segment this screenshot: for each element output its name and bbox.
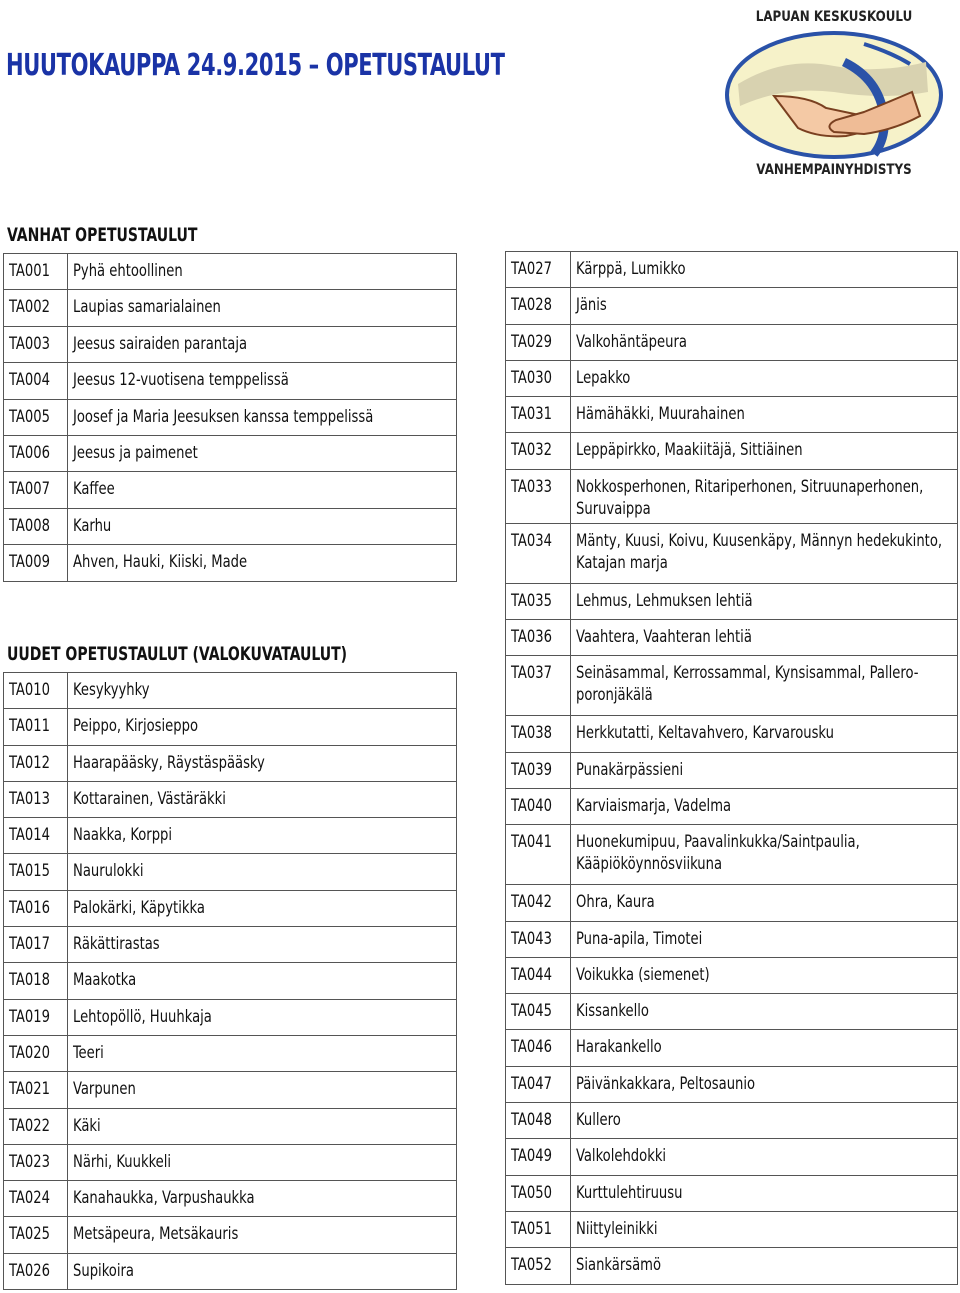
- item-code: [506, 752, 571, 788]
- item-name-text: Räkättirastas: [73, 934, 160, 955]
- item-name: [68, 999, 457, 1035]
- item-name: [571, 1139, 958, 1175]
- table-row: [506, 825, 958, 885]
- item-name-text: Jeesus sairaiden parantaja: [73, 333, 248, 354]
- item-code-text: TA032: [511, 440, 552, 461]
- table-row: [506, 397, 958, 433]
- item-name: [571, 433, 958, 469]
- item-name-text: Päivänkakkara, Peltosaunio: [576, 1073, 756, 1094]
- item-name-text: Jeesus 12-vuotisena temppelissä: [73, 370, 289, 391]
- item-code-text: TA046: [511, 1037, 552, 1058]
- item-code: [506, 885, 571, 921]
- item-code-text: TA025: [9, 1224, 50, 1245]
- item-name: [68, 890, 457, 926]
- item-name-text: Käki: [73, 1115, 101, 1136]
- item-name-text: Palokärki, Käpytikka: [73, 897, 205, 918]
- table-row: [506, 1175, 958, 1211]
- item-code: [4, 326, 68, 362]
- table-row: [506, 752, 958, 788]
- item-name: [571, 324, 958, 360]
- item-name: [68, 399, 457, 435]
- item-code: [506, 1248, 571, 1284]
- item-code: [506, 252, 571, 288]
- table-row: [506, 620, 958, 656]
- item-name-text: Voikukka (siemenet): [576, 964, 710, 985]
- item-name: [571, 469, 958, 523]
- item-code-text: TA040: [511, 795, 552, 816]
- item-code: [506, 397, 571, 433]
- table-row: [506, 1066, 958, 1102]
- old-section-heading: VANHAT OPETUSTAULUT: [7, 224, 198, 246]
- table-row: [506, 656, 958, 716]
- item-name-text: Kanahaukka, Varpushaukka: [73, 1188, 255, 1209]
- item-code: [4, 673, 68, 709]
- item-code-text: TA031: [511, 404, 552, 425]
- item-name: [571, 397, 958, 433]
- item-name-text: Kurttulehtiruusu: [576, 1182, 683, 1203]
- item-code: [506, 716, 571, 752]
- table-row: [506, 1030, 958, 1066]
- item-name: [68, 854, 457, 890]
- item-code: [506, 324, 571, 360]
- table-row: [506, 360, 958, 396]
- table-row: [506, 1139, 958, 1175]
- item-code-text: TA041: [511, 832, 552, 853]
- table-row: [4, 363, 457, 399]
- item-code: [506, 469, 571, 523]
- item-name: [571, 583, 958, 619]
- item-name: [571, 716, 958, 752]
- table-row: [506, 523, 958, 583]
- item-code: [506, 788, 571, 824]
- table-row: [506, 583, 958, 619]
- item-name: [571, 921, 958, 957]
- item-code-text: TA049: [511, 1146, 552, 1167]
- item-name-text: Supikoira: [73, 1260, 134, 1281]
- item-code: [4, 781, 68, 817]
- item-name-text: Ahven, Hauki, Kiiski, Made: [73, 552, 248, 573]
- item-name-text: Närhi, Kuukkeli: [73, 1151, 172, 1172]
- item-name-text: Niittyleinikki: [576, 1218, 658, 1239]
- item-code: [4, 709, 68, 745]
- table-row: [4, 999, 457, 1035]
- item-code: [506, 825, 571, 885]
- item-code-text: TA048: [511, 1110, 552, 1131]
- item-code: [4, 363, 68, 399]
- table-row: [506, 921, 958, 957]
- item-name: [571, 1103, 958, 1139]
- item-code: [506, 620, 571, 656]
- item-code-text: TA051: [511, 1218, 552, 1239]
- item-name: [68, 781, 457, 817]
- item-name-text: Valkolehdokki: [576, 1146, 667, 1167]
- item-code: [4, 1108, 68, 1144]
- item-code-text: TA018: [9, 970, 50, 991]
- item-name: [571, 957, 958, 993]
- table-row: [4, 854, 457, 890]
- item-name: [571, 1248, 958, 1284]
- table-row: [4, 963, 457, 999]
- item-name-text: Seinäsammal, Kerrossammal, Kynsisammal, Pallero-poronjäkälä: [576, 663, 919, 706]
- table-row: [506, 957, 958, 993]
- table-row: [506, 433, 958, 469]
- item-name: [68, 1072, 457, 1108]
- new-items-table: [3, 672, 457, 1290]
- item-name-text: Kottarainen, Västäräkki: [73, 788, 226, 809]
- item-name: [68, 508, 457, 544]
- item-code: [506, 360, 571, 396]
- item-name: [68, 673, 457, 709]
- item-name: [68, 1035, 457, 1071]
- item-code-text: TA052: [511, 1255, 552, 1276]
- item-code: [506, 994, 571, 1030]
- table-row: [4, 1108, 457, 1144]
- item-code: [4, 999, 68, 1035]
- item-code: [506, 1175, 571, 1211]
- item-code-text: TA016: [9, 897, 50, 918]
- table-row: [4, 1181, 457, 1217]
- item-code-text: TA047: [511, 1073, 552, 1094]
- item-code-text: TA026: [9, 1260, 50, 1281]
- item-name: [68, 927, 457, 963]
- item-code-text: TA036: [511, 627, 552, 648]
- item-name-text: Kissankello: [576, 1001, 649, 1022]
- item-code: [4, 1144, 68, 1180]
- item-code-text: TA002: [9, 297, 50, 318]
- item-code: [506, 1211, 571, 1247]
- item-code-text: TA030: [511, 367, 552, 388]
- item-name: [571, 523, 958, 583]
- item-name: [571, 656, 958, 716]
- item-name-text: Huonekumipuu, Paavalinkukka/Saintpaulia, Kääpiököynnösviikuna: [576, 832, 860, 875]
- item-name: [68, 1181, 457, 1217]
- item-name: [571, 788, 958, 824]
- item-code: [506, 1103, 571, 1139]
- item-code: [4, 1035, 68, 1071]
- item-name-text: Karhu: [73, 515, 112, 536]
- item-code: [4, 545, 68, 581]
- item-code-text: TA011: [9, 716, 50, 737]
- table-row: [4, 709, 457, 745]
- item-name-text: Jeesus ja paimenet: [73, 442, 198, 463]
- table-row: [506, 994, 958, 1030]
- item-code: [506, 433, 571, 469]
- item-code-text: TA015: [9, 861, 50, 882]
- item-name: [571, 1175, 958, 1211]
- item-code: [506, 1030, 571, 1066]
- item-code-text: TA022: [9, 1115, 50, 1136]
- item-code-text: TA023: [9, 1151, 50, 1172]
- item-code: [4, 745, 68, 781]
- page-title: HUUTOKAUPPA 24.9.2015 – OPETUSTAULUT: [6, 48, 505, 83]
- item-name: [68, 254, 457, 290]
- item-name-text: Mänty, Kuusi, Koivu, Kuusenkäpy, Männyn hedekukinto, Katajan marja: [576, 530, 943, 573]
- table-row: [506, 885, 958, 921]
- table-row: [4, 818, 457, 854]
- item-name-text: Teeri: [73, 1042, 104, 1063]
- item-code: [4, 435, 68, 471]
- item-name-text: Kaffee: [73, 479, 115, 500]
- item-code-text: TA001: [9, 261, 50, 281]
- item-code: [4, 290, 68, 326]
- table-row: [4, 1217, 457, 1253]
- item-name-text: Puna-apila, Timotei: [576, 928, 703, 949]
- item-name: [68, 545, 457, 581]
- item-name: [68, 435, 457, 471]
- table-row: [4, 472, 457, 508]
- item-code-text: TA013: [9, 788, 50, 809]
- item-code-text: TA044: [511, 964, 552, 985]
- item-name: [571, 360, 958, 396]
- item-code-text: TA035: [511, 590, 552, 611]
- item-name-text: Nokkosperhonen, Ritariperhonen, Sitruunaperhonen, Suruvaippa: [576, 476, 924, 519]
- item-code: [506, 523, 571, 583]
- school-association-logo: [714, 4, 954, 182]
- new-section-heading: UUDET OPETUSTAULUT (VALOKUVATAULUT): [7, 643, 348, 665]
- item-code-text: TA014: [9, 825, 50, 846]
- item-code: [4, 254, 68, 290]
- logo-bottom-text: VANHEMPAINYHDISTYS: [756, 162, 912, 179]
- item-code-text: TA043: [511, 928, 552, 949]
- item-code-text: TA021: [9, 1079, 50, 1100]
- old-items-table: [3, 253, 457, 582]
- table-row: [4, 290, 457, 326]
- item-code-text: TA012: [9, 752, 50, 773]
- item-code: [4, 854, 68, 890]
- item-name: [571, 825, 958, 885]
- item-code-text: TA006: [9, 442, 50, 463]
- table-row: [506, 788, 958, 824]
- item-name-text: Peippo, Kirjosieppo: [73, 716, 199, 737]
- table-row: [4, 1144, 457, 1180]
- item-name: [571, 1030, 958, 1066]
- item-code: [4, 818, 68, 854]
- item-code: [506, 656, 571, 716]
- item-name-text: Kullero: [576, 1110, 621, 1131]
- item-name: [571, 752, 958, 788]
- item-name: [571, 252, 958, 288]
- item-name-text: Punakärpässieni: [576, 759, 684, 780]
- item-code-text: TA017: [9, 934, 50, 955]
- item-code-text: TA009: [9, 552, 50, 573]
- item-name-text: Laupias samarialainen: [73, 297, 221, 318]
- table-row: [4, 545, 457, 581]
- table-row: [506, 469, 958, 523]
- item-name-text: Metsäpeura, Metsäkauris: [73, 1224, 239, 1245]
- item-name: [571, 885, 958, 921]
- table-row: [4, 673, 457, 709]
- item-code-text: TA005: [9, 406, 50, 427]
- item-name: [68, 818, 457, 854]
- table-row: [4, 745, 457, 781]
- item-name: [68, 290, 457, 326]
- item-name-text: Varpunen: [73, 1079, 136, 1100]
- item-name-text: Kesykyyhky: [73, 680, 150, 700]
- table-row: [4, 890, 457, 926]
- item-code: [4, 927, 68, 963]
- item-name: [571, 1211, 958, 1247]
- item-code-text: TA003: [9, 333, 50, 354]
- item-name-text: Herkkutatti, Keltavahvero, Karvarousku: [576, 723, 834, 744]
- item-code: [4, 1217, 68, 1253]
- item-code-text: TA007: [9, 479, 50, 500]
- item-code-text: TA004: [9, 370, 50, 391]
- table-row: [506, 288, 958, 324]
- item-code-text: TA008: [9, 515, 50, 536]
- item-code: [4, 890, 68, 926]
- item-code-text: TA020: [9, 1042, 50, 1063]
- item-code-text: TA033: [511, 476, 552, 497]
- item-name-text: Naurulokki: [73, 861, 144, 882]
- item-code: [4, 1253, 68, 1289]
- item-code: [4, 508, 68, 544]
- table-row: [4, 326, 457, 362]
- item-code: [4, 399, 68, 435]
- item-code: [4, 1072, 68, 1108]
- table-row: [4, 399, 457, 435]
- item-code-text: TA029: [511, 331, 552, 352]
- item-name-text: Kärppä, Lumikko: [576, 259, 686, 279]
- item-name-text: Maakotka: [73, 970, 137, 991]
- item-code-text: TA042: [511, 892, 552, 913]
- table-row: [506, 1211, 958, 1247]
- table-row: [4, 1072, 457, 1108]
- item-name-text: Leppäpirkko, Maakiitäjä, Sittiäinen: [576, 440, 803, 461]
- item-name: [571, 620, 958, 656]
- table-row: [4, 435, 457, 471]
- item-name: [68, 963, 457, 999]
- item-name: [68, 326, 457, 362]
- item-name-text: Naakka, Korppi: [73, 825, 173, 846]
- item-name-text: Karviaismarja, Vadelma: [576, 795, 732, 816]
- item-name: [571, 994, 958, 1030]
- item-name-text: Vaahtera, Vaahteran lehtiä: [576, 627, 752, 648]
- item-name-text: Valkohäntäpeura: [576, 331, 687, 352]
- item-code-text: TA027: [511, 259, 552, 279]
- right-items-table: [505, 251, 958, 1285]
- item-name-text: Lepakko: [576, 367, 631, 388]
- item-code: [506, 1139, 571, 1175]
- item-name: [68, 745, 457, 781]
- item-code-text: TA028: [511, 295, 552, 316]
- table-row: [4, 508, 457, 544]
- item-name-text: Hämähäkki, Muurahainen: [576, 404, 745, 425]
- item-name: [68, 1144, 457, 1180]
- item-name-text: Pyhä ehtoollinen: [73, 261, 183, 281]
- item-code-text: TA034: [511, 530, 552, 551]
- item-name: [68, 1253, 457, 1289]
- item-code: [506, 921, 571, 957]
- item-name-text: Lehmus, Lehmuksen lehtiä: [576, 590, 753, 611]
- table-row: [4, 781, 457, 817]
- item-code-text: TA037: [511, 663, 552, 684]
- item-name: [68, 1108, 457, 1144]
- item-code-text: TA039: [511, 759, 552, 780]
- table-row: [506, 1103, 958, 1139]
- item-name-text: Harakankello: [576, 1037, 662, 1058]
- item-name-text: Siankärsämö: [576, 1255, 662, 1276]
- logo-top-text: LAPUAN KESKUSKOULU: [755, 9, 913, 26]
- item-name-text: Lehtopöllö, Huuhkaja: [73, 1006, 212, 1027]
- item-code: [506, 583, 571, 619]
- item-name: [68, 709, 457, 745]
- item-name-text: Haarapääsky, Räystäspääsky: [73, 752, 265, 773]
- item-name: [571, 1066, 958, 1102]
- item-code: [506, 957, 571, 993]
- item-name-text: Joosef ja Maria Jeesuksen kanssa temppelissä: [73, 406, 374, 427]
- item-name-text: Ohra, Kaura: [576, 892, 655, 913]
- item-name-text: Jänis: [576, 295, 607, 316]
- table-row: [4, 927, 457, 963]
- item-name: [571, 288, 958, 324]
- table-row: [4, 1035, 457, 1071]
- item-code: [506, 288, 571, 324]
- table-row: [506, 324, 958, 360]
- item-code-text: TA019: [9, 1006, 50, 1027]
- table-row: [506, 1248, 958, 1284]
- item-code: [506, 1066, 571, 1102]
- item-code: [4, 1181, 68, 1217]
- item-code: [4, 963, 68, 999]
- item-code: [4, 472, 68, 508]
- table-row: [506, 252, 958, 288]
- item-name: [68, 363, 457, 399]
- item-name: [68, 472, 457, 508]
- table-row: [4, 254, 457, 290]
- table-row: [506, 716, 958, 752]
- item-code-text: TA024: [9, 1188, 50, 1209]
- item-name: [68, 1217, 457, 1253]
- item-code-text: TA045: [511, 1001, 552, 1022]
- item-code-text: TA010: [9, 680, 50, 700]
- item-code-text: TA038: [511, 723, 552, 744]
- table-row: [4, 1253, 457, 1289]
- item-code-text: TA050: [511, 1182, 552, 1203]
